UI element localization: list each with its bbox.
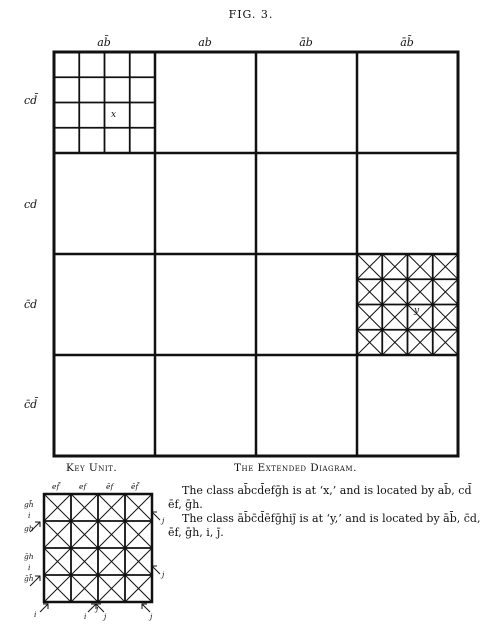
key-unit-top-label-1: ef̄ xyxy=(52,482,60,491)
key-unit-top-label-4: ēf̄ xyxy=(131,482,139,491)
row-label-4: c̄d̄ xyxy=(24,398,38,411)
key-unit-left-letter-2: i xyxy=(28,563,31,572)
key-unit-right-letter-1: j xyxy=(162,516,165,525)
description-line-2: ēf, ḡh. xyxy=(168,498,203,511)
marker-x: x xyxy=(111,110,117,120)
column-label-3: āb xyxy=(299,36,313,49)
key-unit-right-letter-3: j xyxy=(150,612,153,621)
key-unit-grid xyxy=(30,494,160,612)
key-unit-left-label-3: ḡh xyxy=(24,552,34,561)
key-unit-caption: Key Unit. xyxy=(66,462,118,474)
figure-title: FIG. 3. xyxy=(228,8,274,21)
row-label-3: c̄d xyxy=(24,298,38,311)
key-unit-top-label-3: ēf xyxy=(106,482,114,491)
cell-subdivision-x xyxy=(54,52,155,153)
column-label-1: ab̄ xyxy=(97,36,111,49)
column-label-4: āb̄ xyxy=(400,36,414,49)
key-unit-bottom-letter-3: j xyxy=(104,612,107,621)
description-line-4: ēf, ḡh, i, j̄. xyxy=(168,526,224,539)
key-unit-top-label-2: ef xyxy=(79,482,87,491)
key-unit-bottom-letter-4: j xyxy=(96,604,99,613)
key-unit-bottom-letter-2: i xyxy=(84,612,87,621)
key-unit-bottom-letter-1: i xyxy=(34,610,37,619)
description-line-3: The class āb̄c̄d̄ēfḡhij̄ is at ‘y,’ and is located by āb̄, c̄d, xyxy=(182,512,481,525)
key-unit-right-letter-2: j xyxy=(162,570,165,579)
row-label-2: cd xyxy=(24,198,38,211)
description-line-1: The class ab̄cd̄efḡh is at ‘x,’ and is located by ab̄, cd̄ xyxy=(182,484,472,497)
key-unit-left-letter-1: i xyxy=(28,511,31,520)
row-label-1: cd̄ xyxy=(24,94,38,107)
key-unit-left-label-2: gh xyxy=(24,524,34,533)
column-label-2: ab xyxy=(198,36,212,49)
key-unit-left-label-1: gh̄ xyxy=(24,500,34,509)
extended-diagram-caption: The Extended Diagram. xyxy=(234,462,357,474)
marker-y: y xyxy=(414,306,420,316)
key-unit-left-label-4: ḡh̄ xyxy=(24,574,34,583)
